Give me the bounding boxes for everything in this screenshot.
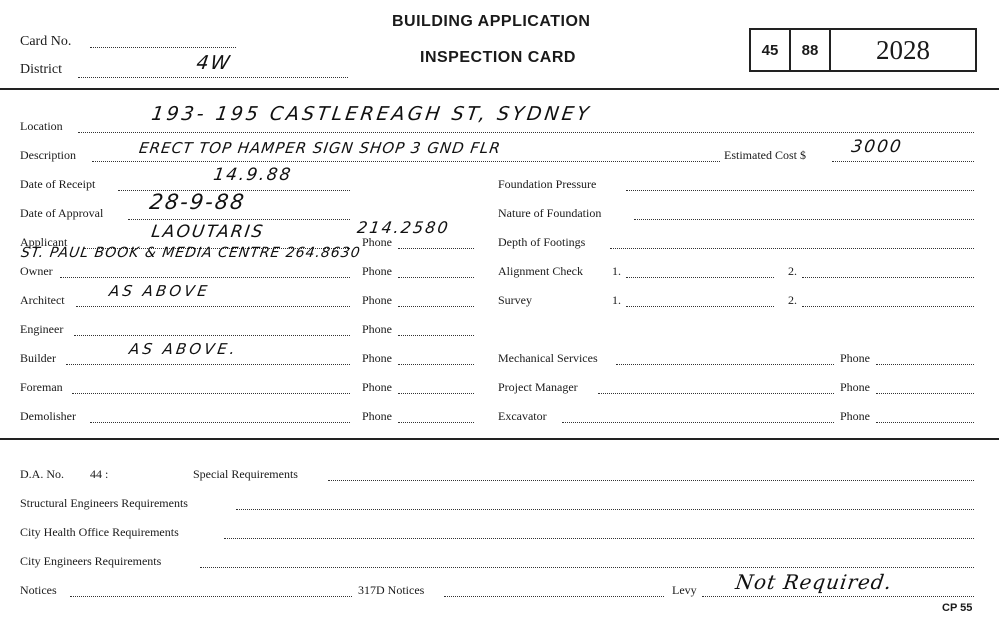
date-approval-value: 28-9-88 — [148, 190, 248, 214]
demolisher-label: Demolisher — [20, 409, 76, 423]
applicant-phone-label: Phone — [362, 235, 392, 249]
estimated-cost-line — [832, 161, 974, 162]
description-value: ERECT TOP HAMPER SIGN SHOP 3 GND FLR — [138, 139, 503, 157]
structural-label: Structural Engineers Requirements — [20, 496, 188, 510]
location-label: Location — [20, 119, 63, 133]
applicant-value: LAOUTARIS — [150, 222, 266, 242]
middle-rule — [0, 438, 999, 440]
owner-phone-label: Phone — [362, 264, 392, 278]
applicant-label: Applicant — [20, 235, 68, 249]
district-label: District — [20, 62, 62, 77]
applicant-phone-value: 214.2580 — [356, 218, 452, 237]
title-line-2: INSPECTION CARD — [420, 49, 576, 66]
foundation-pressure-label: Foundation Pressure — [498, 177, 597, 191]
card-number-value: 2028 — [876, 34, 930, 65]
district-line — [78, 77, 348, 78]
notices-line — [70, 596, 352, 597]
mechanical-phone-line — [876, 364, 974, 365]
box-cell-a — [751, 30, 791, 70]
architect-phone-line — [398, 306, 474, 307]
engineer-phone-line — [398, 335, 474, 336]
foundation-pressure-line — [626, 190, 974, 191]
special-line — [328, 480, 974, 481]
date-approval-line — [128, 219, 350, 220]
survey-line-2 — [802, 306, 974, 307]
city-engineers-label: City Engineers Requirements — [20, 554, 162, 568]
estimated-cost-value: 3000 — [850, 137, 905, 157]
architect-label: Architect — [20, 293, 65, 307]
applicant-phone-line — [398, 248, 474, 249]
architect-line — [76, 306, 350, 307]
alignment-num-1: 1. — [612, 264, 621, 278]
alignment-line-2 — [802, 277, 974, 278]
location-line — [78, 132, 974, 133]
card-no-label: Card No. — [20, 34, 72, 49]
engineer-phone-label: Phone — [362, 322, 392, 336]
notices-label: Notices — [20, 583, 57, 597]
mechanical-phone-label: Phone — [840, 351, 870, 365]
alignment-line-1 — [626, 277, 774, 278]
nature-foundation-line — [634, 219, 974, 220]
box-cell-number — [831, 30, 975, 70]
location-value: 193- 195 CASTLEREAGH ST, SYDNEY — [150, 103, 593, 125]
alignment-num-2: 2. — [788, 264, 797, 278]
mechanical-label: Mechanical Services — [498, 351, 598, 365]
project-manager-line — [598, 393, 834, 394]
depth-footings-label: Depth of Footings — [498, 235, 586, 249]
special-label: Special Requirements — [193, 467, 298, 481]
builder-line — [66, 364, 350, 365]
survey-num-1: 1. — [612, 293, 621, 307]
district-value: 4W — [195, 52, 233, 74]
project-manager-phone-line — [876, 393, 974, 394]
health-line — [224, 538, 974, 539]
owner-value: ST. PAUL BOOK & MEDIA CENTRE 264.8630 — [20, 245, 362, 261]
builder-label: Builder — [20, 351, 56, 365]
excavator-label: Excavator — [498, 409, 547, 423]
notices-317d-label: 317D Notices — [358, 583, 425, 597]
foreman-line — [72, 393, 350, 394]
date-receipt-label: Date of Receipt — [20, 177, 96, 191]
excavator-phone-label: Phone — [840, 409, 870, 423]
foreman-label: Foreman — [20, 380, 63, 394]
nature-foundation-label: Nature of Foundation — [498, 206, 602, 220]
levy-line — [702, 596, 974, 597]
title-line-1: BUILDING APPLICATION — [392, 13, 591, 30]
demolisher-line — [90, 422, 350, 423]
box-b-value: 88 — [801, 41, 819, 59]
owner-label: Owner — [20, 264, 53, 278]
structural-line — [236, 509, 974, 510]
da-value: 44 : — [90, 467, 109, 481]
architect-value: AS ABOVE — [108, 282, 212, 300]
description-label: Description — [20, 148, 76, 162]
project-manager-phone-label: Phone — [840, 380, 870, 394]
levy-value: Not Required. — [734, 570, 894, 594]
demolisher-phone-label: Phone — [362, 409, 392, 423]
alignment-label: Alignment Check — [498, 264, 583, 278]
card-number-box — [749, 28, 977, 72]
engineer-line — [74, 335, 350, 336]
mechanical-line — [616, 364, 834, 365]
box-cell-b — [791, 30, 831, 70]
engineer-label: Engineer — [20, 322, 64, 336]
header-rule — [0, 88, 999, 90]
builder-phone-label: Phone — [362, 351, 392, 365]
project-manager-label: Project Manager — [498, 380, 578, 394]
demolisher-phone-line — [398, 422, 474, 423]
architect-phone-label: Phone — [362, 293, 392, 307]
date-receipt-value: 14.9.88 — [212, 165, 294, 185]
owner-phone-line — [398, 277, 474, 278]
foreman-phone-line — [398, 393, 474, 394]
survey-line-1 — [626, 306, 774, 307]
levy-label: Levy — [672, 583, 697, 597]
depth-footings-line — [610, 248, 974, 249]
da-label: D.A. No. — [20, 467, 64, 481]
notices-317d-line — [444, 596, 664, 597]
builder-phone-line — [398, 364, 474, 365]
survey-num-2: 2. — [788, 293, 797, 307]
excavator-phone-line — [876, 422, 974, 423]
box-a-value: 45 — [761, 41, 779, 59]
estimated-cost-label: Estimated Cost $ — [724, 148, 806, 162]
excavator-line — [562, 422, 834, 423]
description-line — [92, 161, 720, 162]
foreman-phone-label: Phone — [362, 380, 392, 394]
form-code: CP 55 — [942, 602, 973, 614]
owner-line — [60, 277, 350, 278]
health-label: City Health Office Requirements — [20, 525, 179, 539]
builder-value: AS ABOVE. — [128, 340, 239, 358]
date-approval-label: Date of Approval — [20, 206, 104, 220]
survey-label: Survey — [498, 293, 532, 307]
city-engineers-line — [200, 567, 974, 568]
card-no-line — [90, 47, 236, 48]
